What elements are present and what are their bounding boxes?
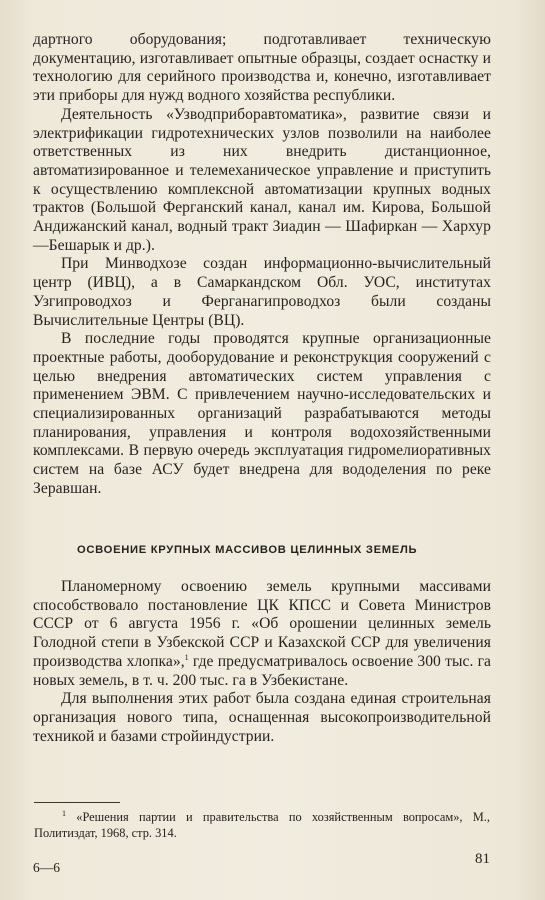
paragraph-continued: дартного оборудования; подготавливает техническую документацию, изготавливает опытные образцы, создает оснастку и технологию для серийного производства и, конечно, изготавливает эти приборы для нужд водного хозяйства республики. bbox=[33, 31, 491, 105]
body-text-section bbox=[33, 578, 491, 746]
printer-signature-mark: 6—6 bbox=[33, 860, 60, 875]
footnote-body bbox=[34, 810, 490, 841]
paragraph-resolution-tail: где предусматривалось освоение 300 тыс. га новых земель, в т. ч. 200 тыс. га в Узбекистане. bbox=[33, 652, 491, 689]
paragraph-automation: В последние годы проводятся крупные организационные проектные работы, дооборудование и реконструкция сооружений с целью внедрения автоматических систем управления с применением ЭВМ. С привлечением научно-исследовательских и специализированных организаций разрабатываются методы планирования, управления и контроля водохозяйственными комплексами. В первую очередь эксплуатация гидромелиоративных систем на базе АСУ будет внедрена для вододеления по реке Зеравшан. bbox=[33, 330, 491, 497]
paragraph-uzvodpribor: Деятельность «Узводприборавтоматика», развитие связи и электрификации гидротехнических узлов позволили на наиболее ответственных из них внедрить дистанционное, автоматизированное и телемеханическое управление и приступить к осуществлению комплексной автоматизации крупных водных трактов (Большой Ферганский канал, канал им. Кирова, Большой Андижанский канал, водный тракт Зиадин — Шафиркан — Хархур—Бешарык и др.). bbox=[33, 105, 491, 254]
footnote-mark: 1 bbox=[62, 808, 66, 818]
footnote bbox=[34, 810, 490, 841]
footnote-divider bbox=[34, 802, 120, 803]
footnote-text: «Решения партии и правительства по хозяйственным вопросам», М., Политиздат, 1968, стр. 314. bbox=[34, 810, 490, 840]
body-text-top bbox=[33, 31, 491, 499]
section-heading: ОСВОЕНИЕ КРУПНЫХ МАССИВОВ ЦЕЛИННЫХ ЗЕМЕЛЬ bbox=[77, 544, 418, 556]
paragraph-computing-centers: При Минводхозе создан информационно-вычислительный центр (ИВЦ), а в Самаркандском Обл. УОС, институтах Узгипроводхоз и Ферганагипроводхоз были созданы Вычислительные Центры (ВЦ). bbox=[33, 255, 491, 329]
paragraph-resolution bbox=[33, 578, 491, 690]
paragraph-construction: Для выполнения этих работ была создана единая строительная организация нового типа, оснащенная высокопроизводительной техникой и базами стройиндустрии. bbox=[33, 690, 491, 745]
paragraph-resolution-text: Планомерному освоению земель крупными массивами способствовало постановление ЦК КПСС и Совета Министров СССР от 6 августа 1956 г. «Об орошении целинных земель Голодной степи в Узбекской ССР и Казахской ССР для увеличения производства хлопка», bbox=[33, 578, 491, 670]
page-number: 81 bbox=[475, 851, 490, 867]
footnote-reference: 1 bbox=[184, 652, 189, 662]
